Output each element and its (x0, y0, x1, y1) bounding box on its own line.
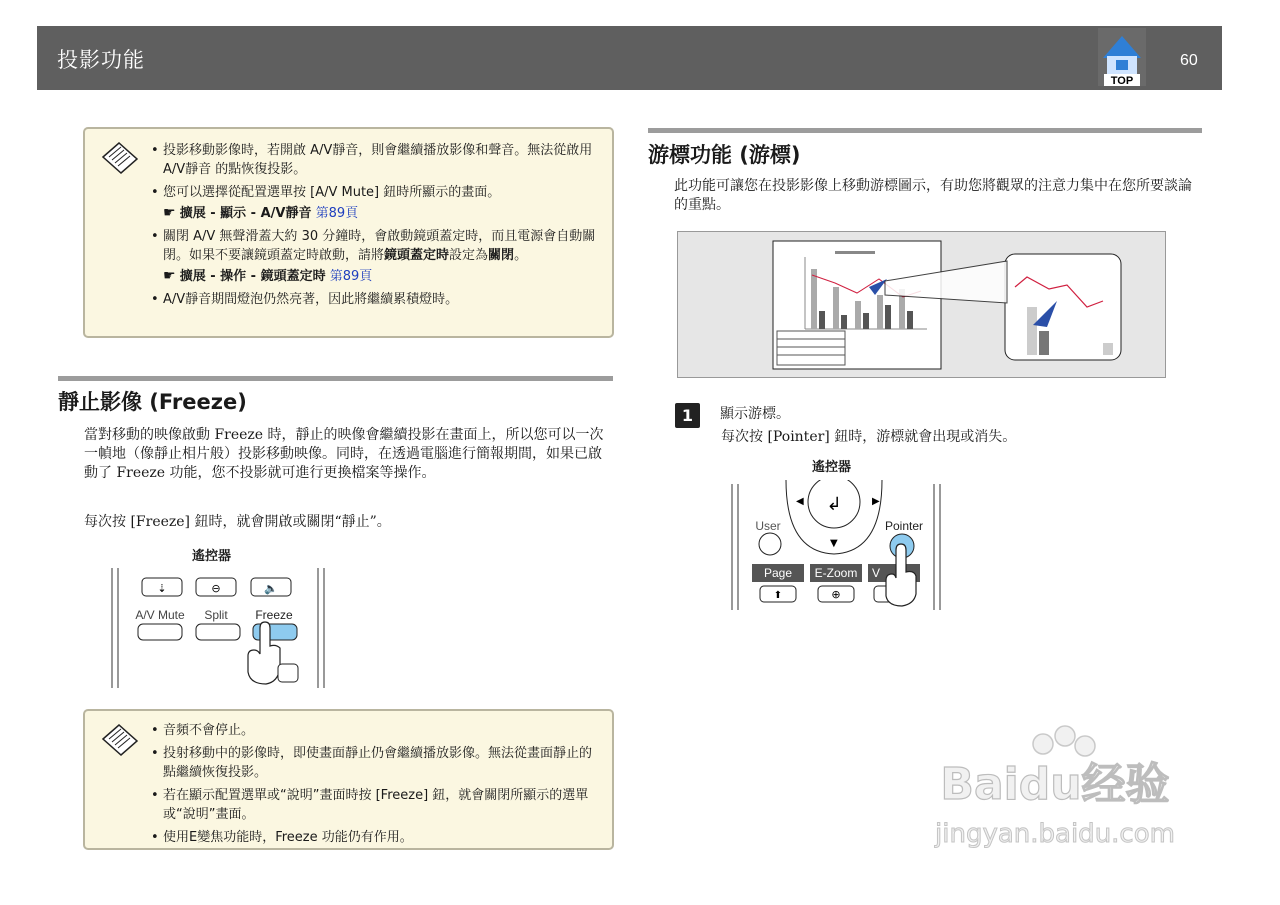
reference-path: 擴展 - 顯示 - A/V靜音 (179, 206, 312, 221)
freeze-instruction: 每次按 [Freeze] 鈕時，就會開啟或關閉“靜止”。 (84, 514, 391, 530)
baidu-watermark (905, 714, 1205, 854)
page-header (37, 26, 1222, 90)
note-item: • 投射移動中的影像時，即使畫面靜止仍會繼續播放影像。無法從畫面靜止的點繼續恢復投影。 (151, 744, 602, 782)
note-item: • 若在顯示配置選單或“說明”畫面時按 [Freeze] 鈕，就會關閉所顯示的選單或“說明”畫面。 (151, 786, 602, 824)
ezoom-label: E-Zoom (814, 566, 858, 580)
page-number: 60 (1180, 52, 1198, 69)
av-mute-button[interactable] (138, 624, 182, 640)
watermark-brand: Baidu经验 (940, 759, 1170, 810)
note-item: • 使用E變焦功能時，Freeze 功能仍有作用。 (151, 828, 602, 847)
section-title-pointer: 游標功能 (游標) (648, 143, 801, 167)
pointer-screen-illustration (677, 231, 1167, 379)
pointer-paragraph: 此功能可讓您在投影影像上移動游標圖示，有助您將觀眾的注意力集中在您所要談論的重點。 (674, 178, 1192, 213)
split-label: Split (204, 608, 228, 622)
section-title-freeze: 靜止影像 (Freeze) (58, 390, 247, 414)
step-instruction: 每次按 [Pointer] 鈕時，游標就會出現或消失。 (721, 429, 1017, 445)
svg-text:▶: ▶ (872, 496, 880, 507)
note-item: • 您可以選擇從配置選單按 [A/V Mute] 鈕時所顯示的畫面。 (151, 183, 602, 202)
top-label: TOP (1110, 75, 1134, 86)
remote-label: 遙控器 (812, 460, 852, 475)
reference-link[interactable]: 第89頁 (329, 269, 373, 284)
page-label: Page (763, 566, 793, 580)
svg-text:▼: ▼ (830, 538, 838, 549)
note-bold: 關閉 (488, 248, 515, 263)
note-box-av-mute (83, 127, 614, 338)
svg-text:🔈: 🔈 (264, 582, 278, 595)
svg-text:⬆: ⬆ (773, 590, 783, 601)
pointer-label: Pointer (884, 519, 924, 533)
note-pen-icon (99, 721, 141, 757)
section-divider (58, 376, 613, 381)
reference-line (151, 204, 602, 223)
svg-text:⊕: ⊕ (831, 588, 841, 601)
av-mute-label: A/V Mute (135, 608, 185, 622)
step-title: 顯示游標。 (720, 406, 790, 422)
reference-line (151, 267, 602, 286)
top-home-button[interactable] (1097, 28, 1147, 86)
note-item (151, 227, 602, 265)
remote-label: 遙控器 (192, 549, 232, 564)
split-button[interactable] (196, 624, 240, 640)
note-item: • 音頻不會停止。 (151, 721, 602, 740)
freeze-label: Freeze (255, 608, 293, 622)
user-label: User (755, 519, 781, 533)
step-number-badge: 1 (675, 403, 700, 428)
svg-text:↲: ↲ (826, 494, 842, 515)
note-item: • 投影移動影像時，若開啟 A/V靜音，則會繼續播放影像和聲音。無法從啟用 A/V靜音 的點恢復投影。 (151, 141, 602, 179)
reference-hand-icon: ☛ (163, 205, 176, 221)
note-text: 設定為 (449, 248, 489, 263)
note-bold: 鏡頭蓋定時 (384, 248, 450, 263)
svg-text:◀: ◀ (796, 496, 804, 507)
section-divider (648, 128, 1202, 133)
svg-text:⊖: ⊖ (211, 582, 221, 595)
volume-label: V (871, 566, 881, 580)
top-home-icon (1097, 28, 1147, 86)
remote-control-illustration (730, 480, 944, 612)
reference-path: 擴展 - 操作 - 鏡頭蓋定時 (179, 269, 326, 284)
watermark-url: jingyan.baidu.com (935, 819, 1175, 849)
note-pen-icon (99, 139, 141, 175)
chapter-title: 投影功能 (57, 48, 145, 72)
remote-control-illustration (110, 568, 326, 690)
note-box-freeze (83, 709, 614, 850)
note-item: • A/V靜音期間燈泡仍然亮著，因此將繼續累積燈時。 (151, 290, 602, 309)
freeze-paragraph: 當對移動的映像啟動 Freeze 時，靜止的映像會繼續投影在畫面上，所以您可以一次一幀地（像靜止相片般）投影移動映像。同時，在透過電腦進行簡報期間，如果已啟動了 Freeze 功能，您不投影就可進行更換檔案等操作。 (84, 427, 604, 481)
note-text: 關閉 A/V 無聲滑蓋大約 30 分鐘時，會啟動鏡頭蓋定時，而且電源會自動關閉。如果不要讓鏡頭蓋定時啟動，請將 (163, 229, 596, 263)
reference-hand-icon: ☛ (163, 268, 176, 284)
user-button[interactable] (759, 533, 781, 555)
svg-text:⇣: ⇣ (157, 582, 167, 595)
reference-link[interactable]: 第89頁 (315, 206, 359, 221)
note-text: 。 (514, 248, 528, 263)
